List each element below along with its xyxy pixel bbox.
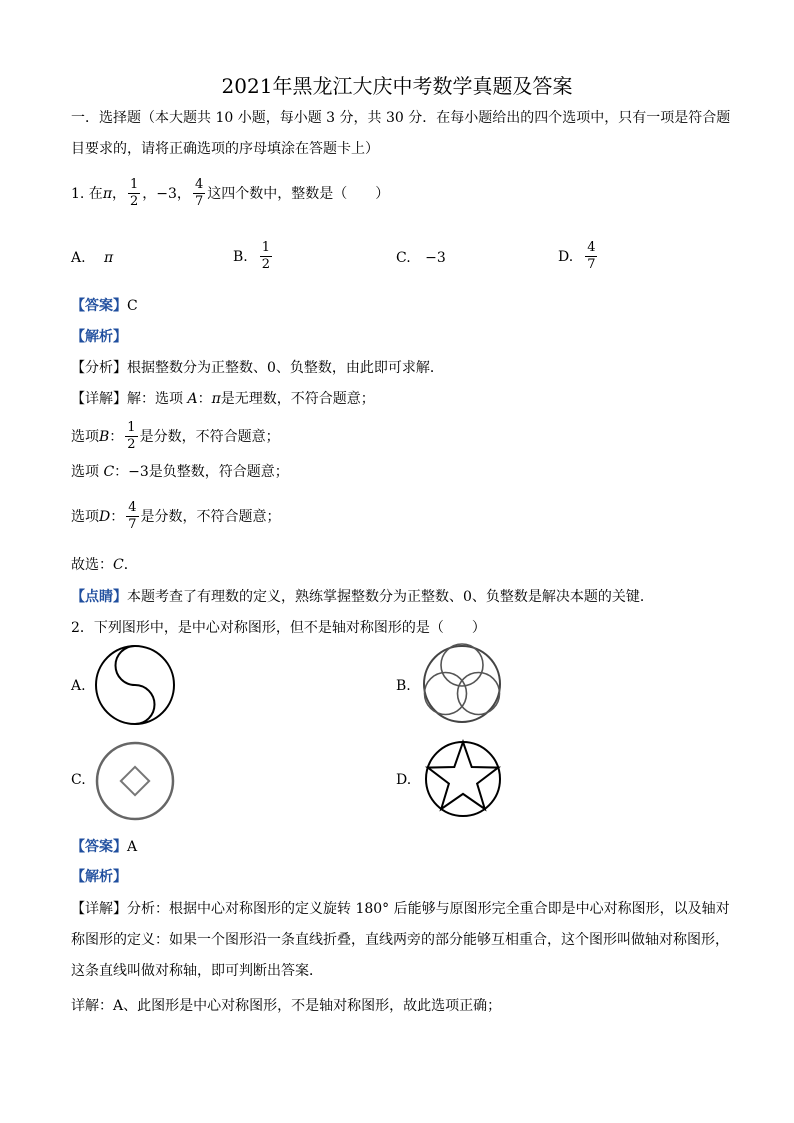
question-2-stem: 2．下列图形中，是中心对称图形，但不是轴对称图形的是（ ） [71,620,486,636]
fenxi-tag: 【分析】 [71,360,127,376]
q1-xiangjie-c [71,462,289,482]
text: 故选： [71,557,113,573]
xiangjie-tag: 【详解】 [71,901,127,917]
fraction-one-half [125,420,137,453]
answer-tag: 【答案】 [71,839,127,855]
fraction-numerator: 4 [128,500,137,515]
option-label: B. [233,248,248,265]
q1-dianjing [71,587,654,607]
dianjing-text: 本题考查了有理数的定义，熟练掌握整数分为正整数、0、负整数是解决本题的关键． [127,589,654,605]
q1-analysis-tag: 【解析】 [71,329,127,345]
q1-option-c [396,248,446,268]
question-1-stem [71,177,389,210]
text: 选项 [71,508,99,525]
dianjing-tag: 【点睛】 [71,589,127,605]
text: 选项 [71,428,99,445]
q1-prefix: 1. 在 [71,185,103,202]
text: 解：选项 [127,391,188,407]
answer-value: C [127,298,138,314]
coin-square-figure [93,739,177,823]
option-value: −3 [425,250,446,266]
pi-symbol: π [102,185,113,202]
fraction-denominator: 7 [587,257,596,272]
three-circle-figure [419,641,505,727]
q2-xiangjie-line4: 详解：A、此图形是中心对称图形，不是轴对称图形，故此选项正确； [71,998,502,1014]
q1-suffix: 这四个数中，整数是（ ） [207,185,390,202]
q1-conclusion [71,555,138,575]
fraction-denominator: 2 [130,194,139,209]
fraction-denominator: 7 [194,194,204,209]
q1-answer [71,296,138,316]
fraction-numerator: 1 [261,240,271,255]
text: ： [109,428,124,445]
fenxi-text: 根据整数分为正整数、0、负整数，由此即可求解． [127,360,444,376]
answer-value: A [127,839,138,855]
fraction-denominator: 2 [261,257,271,272]
text: ． [123,557,138,573]
q1-neg3: ，−3， [142,185,191,202]
q2-analysis-tag: 【解析】 [71,869,127,885]
option-letter: B [99,428,110,445]
option-letter: C [113,557,124,573]
q1-sep: ， [112,185,127,202]
fraction-four-sevenths [193,177,205,210]
text: 选项 [71,464,104,480]
q1-xiangjie-d [71,500,281,533]
fraction-four-sevenths [585,240,597,273]
q1-xiangjie-a [71,389,375,409]
q2-option-d-label: D. [396,772,412,788]
fraction-numerator: 1 [127,420,136,435]
fraction-four-sevenths [126,500,138,533]
text: 是分数，不符合题意； [140,508,281,525]
text: 是无理数，不符合题意； [220,391,375,407]
option-label: D. [558,248,574,265]
fraction-one-half [128,177,140,210]
fraction-numerator: 4 [194,177,204,192]
option-letter: A [187,391,198,407]
section-heading-line1: 一．选择题（本大题共 10 小题，每小题 3 分，共 30 分．在每小题给出的四个选项中，只有一项是符合题 [71,110,731,126]
q1-xiangjie-b [71,420,280,453]
q2-xiangjie-line3: 这条直线叫做对称轴，即可判断出答案． [71,963,323,979]
option-label: A. [71,250,86,266]
pi-symbol: π [211,391,221,407]
section-heading-line2: 目要求的，请将正确选项的序母填涂在答题卡上） [71,141,379,157]
fraction-numerator: 4 [587,240,596,255]
fraction-numerator: 1 [130,177,139,192]
text: 分析：根据中心对称图形的定义旋转 180° 后能够与原图形完全重合即是中心对称图形，以及轴对 [127,901,730,917]
text: 是分数，不符合题意； [139,428,280,445]
option-letter: C [103,464,115,480]
star-in-circle-figure [423,739,503,819]
text: ： [197,391,212,407]
option-letter: D [99,508,111,525]
option-label: C. [396,250,411,266]
xiangjie-tag: 【详解】 [71,391,127,407]
q2-option-b-label: B. [396,678,411,694]
option-value: π [104,250,114,266]
q2-option-c-label: C. [71,772,86,788]
text: ：−3是负整数，符合题意； [114,464,289,480]
fraction-denominator: 2 [127,437,136,452]
q1-option-a [71,248,113,268]
fraction-denominator: 7 [128,517,137,532]
text: ： [110,508,125,525]
answer-tag: 【答案】 [71,298,127,314]
yin-yang-figure [93,643,177,727]
q2-xiangjie-line1 [71,899,730,919]
q1-option-d [558,240,599,273]
q2-option-a-label: A. [71,678,86,694]
q1-fenxi [71,358,444,378]
q2-xiangjie-line2: 称图形的定义：如果一个图形沿一条直线折叠，直线两旁的部分能够互相重合，这个图形叫做轴对称图形， [71,932,729,948]
fraction-one-half [260,240,272,273]
page-title: 2021年黑龙江大庆中考数学真题及答案 [221,74,573,98]
q2-answer [71,837,137,857]
q1-option-b [233,240,274,273]
